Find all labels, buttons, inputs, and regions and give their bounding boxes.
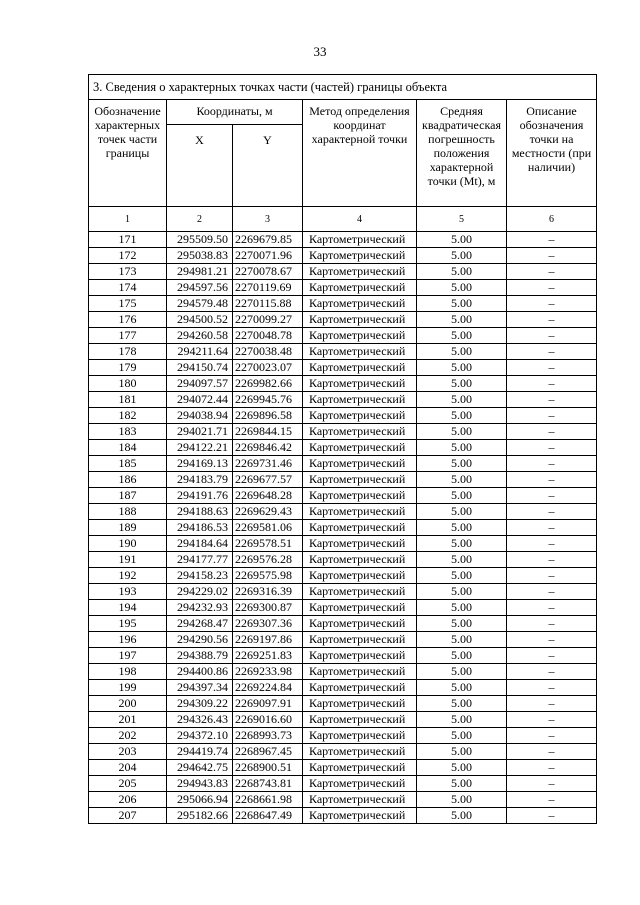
coord-y: 2270115.88: [233, 296, 303, 312]
point-number: 204: [89, 760, 167, 776]
point-number: 198: [89, 664, 167, 680]
header-method: Метод определения координат характерной точки: [303, 100, 417, 207]
description: –: [507, 712, 597, 728]
coord-y: 2268743.81: [233, 776, 303, 792]
header-y: Y: [233, 125, 303, 207]
error-value: 5.00: [417, 456, 507, 472]
coord-y: 2268661.98: [233, 792, 303, 808]
point-number: 172: [89, 248, 167, 264]
column-number: 4: [303, 207, 417, 232]
table-row: [89, 280, 597, 296]
method: Картометрический: [303, 376, 417, 392]
table-row: [89, 232, 597, 248]
coord-y: 2270038.48: [233, 344, 303, 360]
method: Картометрический: [303, 456, 417, 472]
error-value: 5.00: [417, 632, 507, 648]
coord-y: 2270071.96: [233, 248, 303, 264]
header-point: Обозначение характерных точек части границы: [89, 100, 167, 207]
coord-y: 2269982.66: [233, 376, 303, 392]
point-number: 186: [89, 472, 167, 488]
error-value: 5.00: [417, 760, 507, 776]
coord-y: 2269844.15: [233, 424, 303, 440]
point-number: 183: [89, 424, 167, 440]
coord-y: 2269578.51: [233, 536, 303, 552]
table-row: [89, 472, 597, 488]
method: Картометрический: [303, 552, 417, 568]
error-value: 5.00: [417, 776, 507, 792]
table-row: [89, 760, 597, 776]
description: –: [507, 408, 597, 424]
header-coordinates: Координаты, м: [167, 100, 303, 125]
description: –: [507, 520, 597, 536]
description: –: [507, 616, 597, 632]
error-value: 5.00: [417, 728, 507, 744]
description: –: [507, 232, 597, 248]
method: Картометрический: [303, 696, 417, 712]
error-value: 5.00: [417, 616, 507, 632]
table-row: [89, 504, 597, 520]
method: Картометрический: [303, 344, 417, 360]
coord-x: 294122.21: [167, 440, 233, 456]
error-value: 5.00: [417, 600, 507, 616]
error-value: 5.00: [417, 296, 507, 312]
error-value: 5.00: [417, 712, 507, 728]
description: –: [507, 312, 597, 328]
table-row: [89, 248, 597, 264]
point-number: 187: [89, 488, 167, 504]
description: –: [507, 696, 597, 712]
table-row: [89, 408, 597, 424]
table-body: [89, 232, 597, 824]
table-row: [89, 312, 597, 328]
coord-x: 294943.83: [167, 776, 233, 792]
error-value: 5.00: [417, 568, 507, 584]
coord-y: 2269731.46: [233, 456, 303, 472]
table-row: [89, 536, 597, 552]
coord-x: 294150.74: [167, 360, 233, 376]
coord-y: 2269307.36: [233, 616, 303, 632]
method: Картометрический: [303, 584, 417, 600]
point-number: 171: [89, 232, 167, 248]
coord-y: 2269224.84: [233, 680, 303, 696]
table-row: [89, 696, 597, 712]
coord-y: 2269197.86: [233, 632, 303, 648]
column-number: 6: [507, 207, 597, 232]
point-number: 189: [89, 520, 167, 536]
method: Картометрический: [303, 488, 417, 504]
method: Картометрический: [303, 408, 417, 424]
header-error: Средняя квадратическая погрешность положения характерной точки (Mt), м: [417, 100, 507, 207]
point-number: 195: [89, 616, 167, 632]
coord-x: 295182.66: [167, 808, 233, 824]
error-value: 5.00: [417, 488, 507, 504]
method: Картометрический: [303, 424, 417, 440]
point-number: 203: [89, 744, 167, 760]
coord-y: 2269581.06: [233, 520, 303, 536]
column-number: 1: [89, 207, 167, 232]
point-number: 197: [89, 648, 167, 664]
table-row: [89, 360, 597, 376]
coord-x: 294290.56: [167, 632, 233, 648]
method: Картометрический: [303, 648, 417, 664]
coord-x: 294229.02: [167, 584, 233, 600]
error-value: 5.00: [417, 344, 507, 360]
column-number-row: [89, 207, 597, 232]
coord-x: 294397.34: [167, 680, 233, 696]
error-value: 5.00: [417, 504, 507, 520]
description: –: [507, 808, 597, 824]
method: Картометрический: [303, 728, 417, 744]
coord-x: 294309.22: [167, 696, 233, 712]
method: Картометрический: [303, 520, 417, 536]
coord-y: 2269097.91: [233, 696, 303, 712]
description: –: [507, 536, 597, 552]
page-number: 33: [313, 44, 327, 59]
description: –: [507, 488, 597, 504]
point-number: 201: [89, 712, 167, 728]
description: –: [507, 280, 597, 296]
error-value: 5.00: [417, 664, 507, 680]
description: –: [507, 440, 597, 456]
description: –: [507, 648, 597, 664]
coord-x: 294177.77: [167, 552, 233, 568]
description: –: [507, 328, 597, 344]
point-number: 192: [89, 568, 167, 584]
error-value: 5.00: [417, 536, 507, 552]
method: Картометрический: [303, 568, 417, 584]
error-value: 5.00: [417, 248, 507, 264]
error-value: 5.00: [417, 328, 507, 344]
coord-x: 294072.44: [167, 392, 233, 408]
error-value: 5.00: [417, 696, 507, 712]
table-row: [89, 520, 597, 536]
header-description: Описание обозначения точки на местности (при наличии): [507, 100, 597, 207]
point-number: 180: [89, 376, 167, 392]
coord-x: 294326.43: [167, 712, 233, 728]
coord-y: 2268967.45: [233, 744, 303, 760]
section-title-row: [89, 75, 597, 100]
coord-x: 294191.76: [167, 488, 233, 504]
error-value: 5.00: [417, 808, 507, 824]
description: –: [507, 632, 597, 648]
point-number: 181: [89, 392, 167, 408]
coord-y: 2270099.27: [233, 312, 303, 328]
coord-x: 294183.79: [167, 472, 233, 488]
error-value: 5.00: [417, 280, 507, 296]
coord-x: 294260.58: [167, 328, 233, 344]
description: –: [507, 568, 597, 584]
coord-x: 294169.13: [167, 456, 233, 472]
error-value: 5.00: [417, 440, 507, 456]
table-row: [89, 744, 597, 760]
point-number: 173: [89, 264, 167, 280]
error-value: 5.00: [417, 376, 507, 392]
coord-x: 295038.83: [167, 248, 233, 264]
method: Картометрический: [303, 504, 417, 520]
point-number: 199: [89, 680, 167, 696]
table-row: [89, 264, 597, 280]
coord-y: 2269629.43: [233, 504, 303, 520]
method: Картометрический: [303, 280, 417, 296]
table-row: [89, 488, 597, 504]
coord-x: 294188.63: [167, 504, 233, 520]
description: –: [507, 424, 597, 440]
column-number: 2: [167, 207, 233, 232]
table-row: [89, 440, 597, 456]
method: Картометрический: [303, 808, 417, 824]
point-number: 193: [89, 584, 167, 600]
coord-y: 2270048.78: [233, 328, 303, 344]
coord-x: 294184.64: [167, 536, 233, 552]
coord-y: 2269648.28: [233, 488, 303, 504]
table-row: [89, 424, 597, 440]
point-number: 191: [89, 552, 167, 568]
point-number: 179: [89, 360, 167, 376]
error-value: 5.00: [417, 408, 507, 424]
point-number: 194: [89, 600, 167, 616]
error-value: 5.00: [417, 584, 507, 600]
method: Картометрический: [303, 360, 417, 376]
coord-y: 2268900.51: [233, 760, 303, 776]
column-number: 5: [417, 207, 507, 232]
coord-x: 294642.75: [167, 760, 233, 776]
coord-x: 294186.53: [167, 520, 233, 536]
method: Картометрический: [303, 664, 417, 680]
coord-x: 294981.21: [167, 264, 233, 280]
column-number: 3: [233, 207, 303, 232]
error-value: 5.00: [417, 744, 507, 760]
coord-y: 2270023.07: [233, 360, 303, 376]
description: –: [507, 792, 597, 808]
error-value: 5.00: [417, 232, 507, 248]
table-row: [89, 792, 597, 808]
coord-x: 294097.57: [167, 376, 233, 392]
point-number: 175: [89, 296, 167, 312]
table-row: [89, 376, 597, 392]
description: –: [507, 600, 597, 616]
table-row: [89, 632, 597, 648]
method: Картометрический: [303, 680, 417, 696]
method: Картометрический: [303, 536, 417, 552]
point-number: 184: [89, 440, 167, 456]
table-row: [89, 552, 597, 568]
table-row: [89, 568, 597, 584]
coord-y: 2269846.42: [233, 440, 303, 456]
coord-x: 294268.47: [167, 616, 233, 632]
point-number: 196: [89, 632, 167, 648]
table-row: [89, 680, 597, 696]
table-row: [89, 456, 597, 472]
point-number: 188: [89, 504, 167, 520]
table-row: [89, 776, 597, 792]
method: Картометрический: [303, 264, 417, 280]
section-title: 3. Сведения о характерных точках части (частей) границы объекта: [89, 75, 597, 100]
method: Картометрический: [303, 472, 417, 488]
method: Картометрический: [303, 744, 417, 760]
method: Картометрический: [303, 792, 417, 808]
header-row: [89, 100, 597, 125]
method: Картометрический: [303, 312, 417, 328]
coord-x: 295509.50: [167, 232, 233, 248]
method: Картометрический: [303, 440, 417, 456]
description: –: [507, 472, 597, 488]
point-number: 182: [89, 408, 167, 424]
coord-x: 294500.52: [167, 312, 233, 328]
coord-y: 2269233.98: [233, 664, 303, 680]
description: –: [507, 744, 597, 760]
method: Картометрический: [303, 392, 417, 408]
coord-x: 294232.93: [167, 600, 233, 616]
description: –: [507, 664, 597, 680]
error-value: 5.00: [417, 424, 507, 440]
error-value: 5.00: [417, 312, 507, 328]
coord-x: 294579.48: [167, 296, 233, 312]
point-number: 207: [89, 808, 167, 824]
description: –: [507, 296, 597, 312]
table-row: [89, 616, 597, 632]
coord-y: 2270078.67: [233, 264, 303, 280]
coord-x: 294021.71: [167, 424, 233, 440]
error-value: 5.00: [417, 360, 507, 376]
description: –: [507, 584, 597, 600]
table-row: [89, 584, 597, 600]
method: Картометрический: [303, 776, 417, 792]
description: –: [507, 680, 597, 696]
point-number: 176: [89, 312, 167, 328]
coord-y: 2269679.85: [233, 232, 303, 248]
coord-x: 294388.79: [167, 648, 233, 664]
error-value: 5.00: [417, 472, 507, 488]
coord-y: 2269677.57: [233, 472, 303, 488]
table-row: [89, 600, 597, 616]
point-number: 174: [89, 280, 167, 296]
description: –: [507, 360, 597, 376]
table-row: [89, 808, 597, 824]
error-value: 5.00: [417, 392, 507, 408]
description: –: [507, 504, 597, 520]
method: Картометрический: [303, 760, 417, 776]
description: –: [507, 264, 597, 280]
coord-y: 2269300.87: [233, 600, 303, 616]
point-number: 205: [89, 776, 167, 792]
coord-x: 294211.64: [167, 344, 233, 360]
point-number: 202: [89, 728, 167, 744]
description: –: [507, 552, 597, 568]
point-number: 190: [89, 536, 167, 552]
description: –: [507, 760, 597, 776]
method: Картометрический: [303, 632, 417, 648]
coord-y: 2269316.39: [233, 584, 303, 600]
coord-y: 2268993.73: [233, 728, 303, 744]
coord-y: 2270119.69: [233, 280, 303, 296]
description: –: [507, 376, 597, 392]
point-number: 178: [89, 344, 167, 360]
method: Картометрический: [303, 328, 417, 344]
table-row: [89, 392, 597, 408]
point-number: 177: [89, 328, 167, 344]
error-value: 5.00: [417, 552, 507, 568]
table-row: [89, 328, 597, 344]
method: Картометрический: [303, 600, 417, 616]
error-value: 5.00: [417, 264, 507, 280]
description: –: [507, 456, 597, 472]
method: Картометрический: [303, 296, 417, 312]
coord-x: 294038.94: [167, 408, 233, 424]
error-value: 5.00: [417, 680, 507, 696]
table-row: [89, 728, 597, 744]
coord-x: 294597.56: [167, 280, 233, 296]
coord-x: 294400.86: [167, 664, 233, 680]
coord-y: 2269896.58: [233, 408, 303, 424]
table-row: [89, 344, 597, 360]
point-number: 206: [89, 792, 167, 808]
coord-y: 2269575.98: [233, 568, 303, 584]
description: –: [507, 392, 597, 408]
method: Картометрический: [303, 712, 417, 728]
method: Картометрический: [303, 248, 417, 264]
method: Картометрический: [303, 616, 417, 632]
coord-y: 2268647.49: [233, 808, 303, 824]
table-row: [89, 664, 597, 680]
description: –: [507, 776, 597, 792]
point-number: 185: [89, 456, 167, 472]
coord-y: 2269945.76: [233, 392, 303, 408]
description: –: [507, 728, 597, 744]
description: –: [507, 248, 597, 264]
table-row: [89, 648, 597, 664]
coord-x: 294419.74: [167, 744, 233, 760]
table-row: [89, 712, 597, 728]
characteristic-points-table: [88, 74, 597, 824]
table-row: [89, 296, 597, 312]
error-value: 5.00: [417, 648, 507, 664]
coord-y: 2269576.28: [233, 552, 303, 568]
coord-x: 294158.23: [167, 568, 233, 584]
error-value: 5.00: [417, 792, 507, 808]
point-number: 200: [89, 696, 167, 712]
coord-x: 294372.10: [167, 728, 233, 744]
error-value: 5.00: [417, 520, 507, 536]
method: Картометрический: [303, 232, 417, 248]
description: –: [507, 344, 597, 360]
coord-y: 2269016.60: [233, 712, 303, 728]
header-x: X: [167, 125, 233, 207]
coord-x: 295066.94: [167, 792, 233, 808]
coord-y: 2269251.83: [233, 648, 303, 664]
